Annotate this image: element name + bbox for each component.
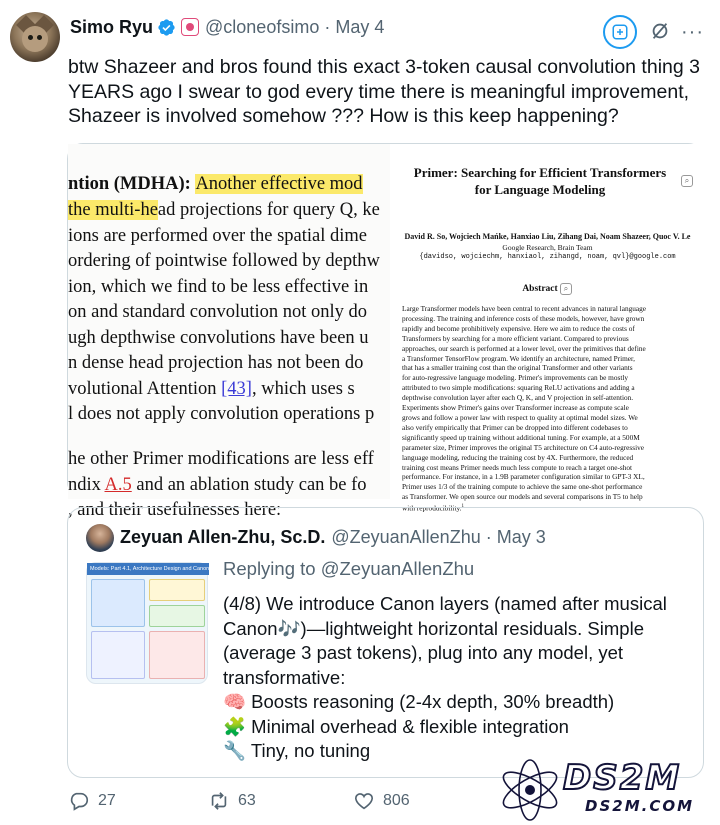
reply-icon (68, 790, 90, 812)
tweet-text: btw Shazeer and bros found this exact 3-token causal convolution thing 3 YEARS ago I swear to god every time there is meaningful improvement, Shazeer is involved somehow ??? How is this keep happening? (68, 56, 700, 127)
paper-text-segment: he other Primer modifications are less eff (68, 449, 374, 469)
paper-text-line (68, 277, 368, 298)
separator-dot: · (485, 527, 492, 547)
repost-button[interactable] (208, 790, 256, 812)
tweet-header (70, 15, 384, 39)
repost-icon (208, 790, 230, 812)
paper-text-line (68, 302, 367, 323)
paper-text-line (68, 328, 369, 349)
paper-text-line (68, 353, 363, 374)
atom-logo-icon (495, 755, 565, 825)
quoted-author-handle: @ZeyuanAllenZhu (331, 527, 481, 547)
paper-text-segment: ions are performed over the spatial dime (68, 226, 367, 246)
quoted-media-thumbnail[interactable] (86, 562, 217, 684)
paper-text-segment: ndix (68, 475, 105, 495)
author-name[interactable]: Simo Ryu (70, 16, 154, 37)
paper-emails: {davidso, wojciechm, hanxiaol, zihangd, noam, qvl}@google.com (419, 253, 676, 261)
watermark-url: DS2M.COM (585, 797, 695, 815)
paper-text-segment: and an ablation study can be fo (131, 475, 367, 495)
lens-icon: ⌕ (560, 283, 572, 295)
paper-text-segment: volutional Attention (68, 379, 222, 399)
thumbnail-title: Models: Part 4.1, Architecture Design and Canon La (87, 563, 209, 575)
highlighted-text: the multi-he (68, 200, 158, 220)
quoted-author-name: Zeyuan Allen-Zhu, Sc.D. (120, 527, 326, 547)
paper-text-line (68, 200, 380, 221)
thumbnail-block (91, 579, 145, 627)
like-button[interactable] (353, 790, 410, 812)
more-options-icon[interactable]: ··· (681, 21, 704, 43)
paper-text-line (68, 449, 374, 470)
abstract-heading (390, 284, 690, 294)
paper-text-line (68, 379, 355, 400)
quoted-tweet[interactable] (67, 507, 704, 778)
tweet-media-image[interactable] (67, 143, 704, 520)
author-handle[interactable]: @cloneofsimo (205, 16, 320, 37)
paper-text-line (68, 174, 363, 195)
repost-count: 63 (238, 792, 256, 809)
quoted-tweet-header (120, 527, 546, 548)
paper-text-segment: n dense head projection has not been do (68, 353, 364, 373)
paper-text-segment: ntion (MDHA): (68, 174, 196, 194)
paper-text-segment: , and their usefulnesses here: (68, 500, 282, 520)
paper-crop-left (68, 144, 390, 520)
quoted-tweet-text: (4/8) We introduce Canon layers (named after musical Canon🎶)—lightweight horizontal residuals. Simple (average 3 past tokens), plug into any model, yet transformative: 🧠 Boosts reasoning (2-4x depth, 30% breadth) 🧩 Minimal overhead & flexible integration 🔧 Tiny, no tuning (223, 593, 667, 761)
quoted-tweet-date: May 3 (496, 527, 546, 547)
avatar-eye (28, 35, 33, 40)
watermark-logo (495, 755, 715, 825)
paper-text-segment: ion, which we find to be less effective in (68, 277, 369, 297)
thumbnail-block (149, 631, 205, 679)
tweet-date[interactable]: May 4 (335, 16, 385, 37)
lens-icon: ⌕ (681, 175, 693, 187)
reply-count: 27 (98, 792, 116, 809)
mute-icon[interactable] (649, 20, 671, 42)
highlighted-text: Another effective mod (195, 174, 363, 194)
abstract-footnote: 1 (461, 504, 465, 510)
thumbnail-block (91, 631, 145, 679)
citation-link: [43] (221, 379, 252, 399)
paper-text-segment: ordering of pointwise followed by depthw (68, 251, 380, 271)
paper-title: Primer: Searching for Efficient Transformers for Language Modeling (413, 165, 667, 197)
paper-text-segment: on and standard convolution not only do (68, 302, 368, 322)
paper-text-line (68, 404, 374, 425)
verified-badge-icon (157, 18, 176, 37)
paper-text-segment: , which uses s (251, 379, 355, 399)
author-avatar[interactable] (10, 12, 60, 62)
quoted-author-avatar (86, 524, 114, 552)
grok-button[interactable] (603, 15, 637, 49)
paper-text-segment: l does not apply convolution operations p (68, 404, 375, 424)
thumbnail-block (149, 605, 205, 627)
watermark-text: DS2M (563, 758, 682, 798)
abstract-body: Large Transformer models have been central to recent advances in natural language processing. The training and inference costs of these models, however, have grown rapidly and become prohibitively expensive. Here we aim to reduce the costs of Transformers by searching for a more efficient variant. Compared to previous approaches, our search is performed at a lower level, over the primitives that define a Transformer TensorFlow program. We identify an architecture, named Primer, that has a smaller training cost than the original Transformer and other variants for auto-regressive language modeling. Primer's improvements can be mostly attributed to two simple modifications: squaring ReLU activations and adding a depthwise convolution layer after each Q, K, and V projection in self-attention. Experiments show Primer's gains over Transformer increase as compute scale grows and follow a power law with respect to quality at optimal model sizes. We also verify empirically that Primer can be dropped into different codebases to significantly speed up training without additional tuning. For example, at a 500M parameter size, Primer improves the original T5 architecture on C4 auto-regressive language modeling, reducing the training cost by 4X. Furthermore, the reduced training cost means Primer needs much less compute to reach a target one-shot performance. For instance, in a 1.9B parameter configuration similar to GPT-3 XL, Primer uses 1/3 of the training compute to achieve the same one-shot performance as Transformer. We open source our models and several comparisons in T5 to help with reproducibility. (402, 304, 647, 513)
appendix-link: A.5 (104, 475, 132, 495)
grok-icon (611, 23, 629, 41)
paper-crop-right (390, 144, 705, 513)
heart-icon (353, 790, 375, 812)
avatar-eye (37, 35, 42, 40)
paper-text-segment: ugh depthwise convolutions have been u (68, 328, 369, 348)
paper-affiliation: Google Research, Brain Team (502, 243, 593, 252)
like-count: 806 (383, 792, 410, 809)
paper-text-line (68, 226, 367, 247)
reply-button[interactable] (68, 790, 116, 812)
paper-authors: David R. So, Wojciech Mańke, Hanxiao Liu, Zihang Dai, Noam Shazeer, Quoc V. Le (404, 232, 691, 241)
paper-text-line (68, 251, 380, 272)
paper-text-segment: ad projections for query Q, ke (157, 200, 380, 220)
replying-to-label: Replying to @ZeyuanAllenZhu (223, 558, 475, 579)
separator-dot: · (324, 16, 331, 37)
thumbnail-block (149, 579, 205, 601)
abstract-text (402, 304, 692, 513)
avatar-face (22, 26, 48, 52)
paper-text-line (68, 475, 367, 496)
affiliation-badge-icon[interactable] (181, 18, 199, 36)
abstract-heading-text: Abstract (522, 284, 558, 294)
